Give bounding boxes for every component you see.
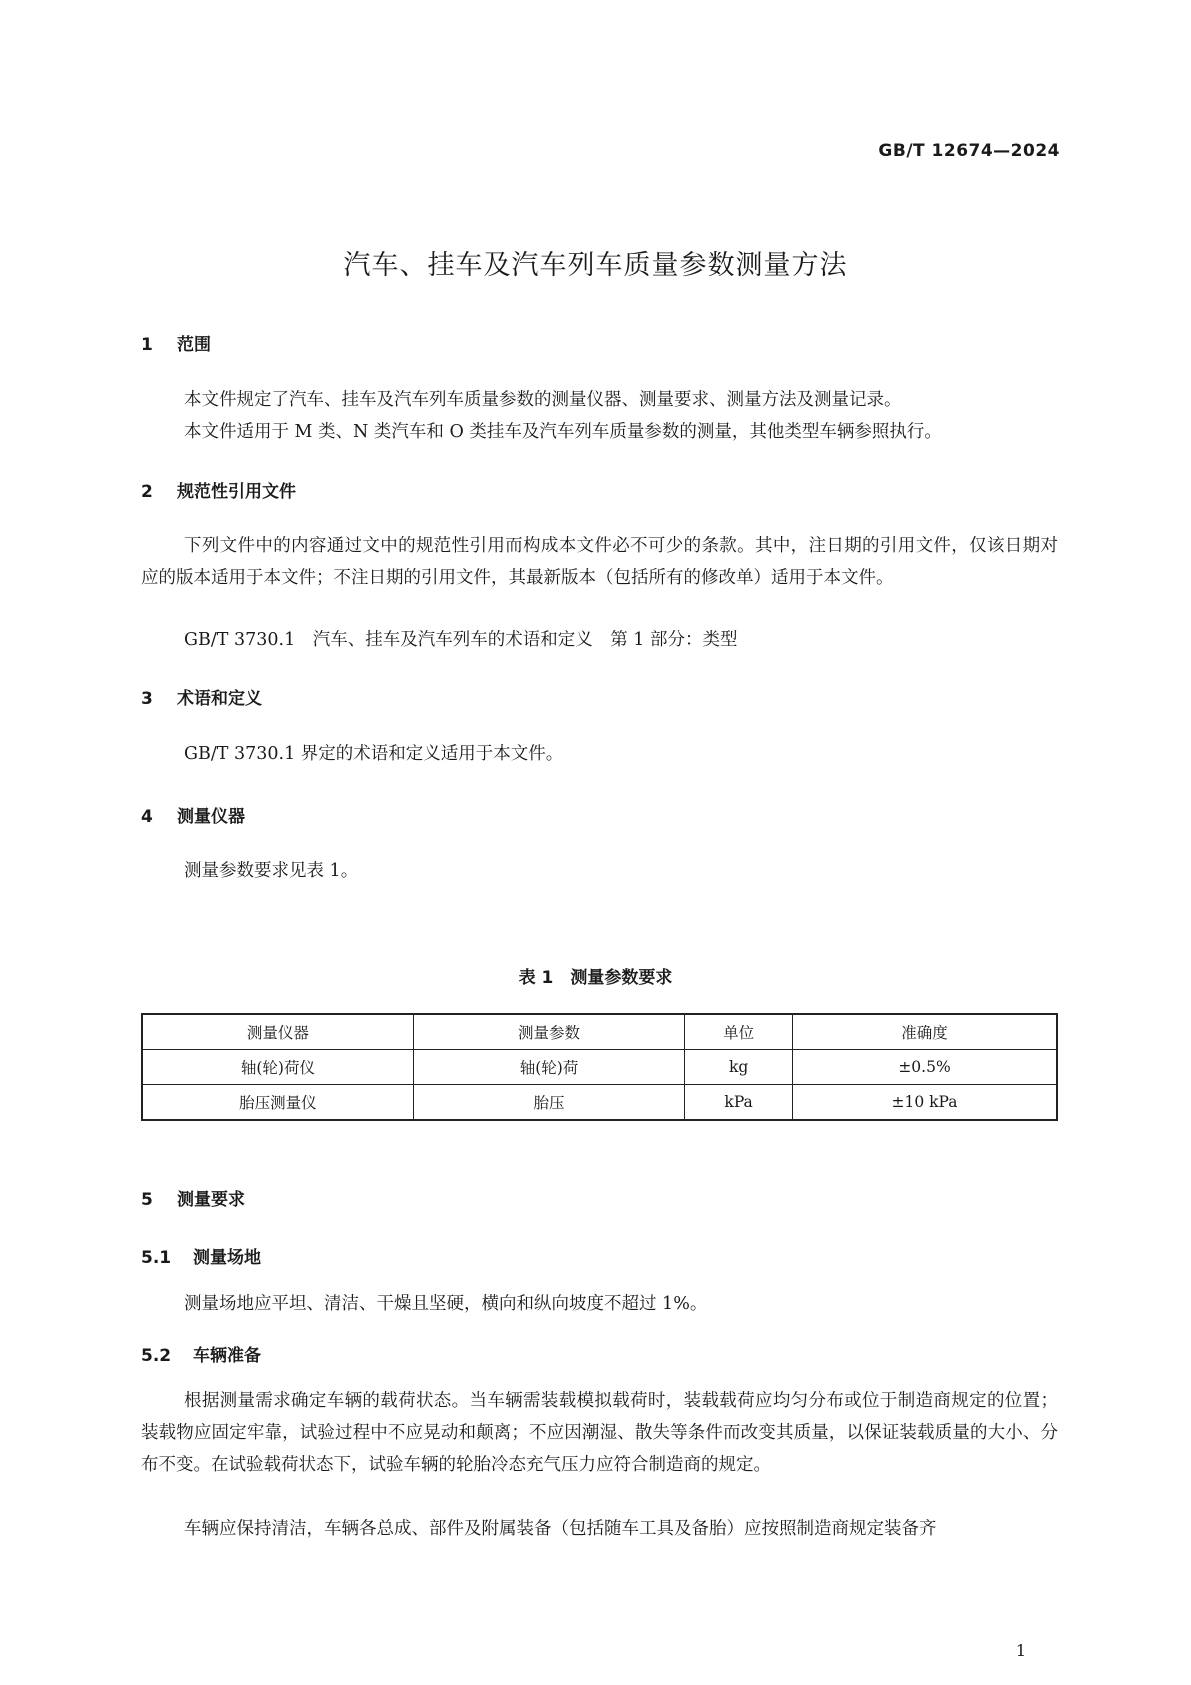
section-title: 规范性引用文件 (177, 482, 296, 502)
normative-reference: GB/T 3730.1 汽车、挂车及汽车列车的术语和定义 第 1 部分：类型 (184, 630, 738, 650)
table-cell: ±10 kPa (793, 1085, 1057, 1121)
table-header-cell: 单位 (685, 1014, 793, 1050)
document-title: 汽车、挂车及汽车列车质量参数测量方法 (343, 250, 848, 281)
table-cell: kPa (685, 1085, 793, 1121)
table-cell: kg (685, 1050, 793, 1085)
section-number: 2 (141, 482, 153, 502)
section-5-2-paragraph-2: 车辆应保持清洁，车辆各总成、部件及附属装备（包括随车工具及备胎）应按照制造商规定装备齐 (184, 1519, 937, 1539)
section-number: 1 (141, 335, 153, 355)
section-5-heading (141, 1185, 245, 1210)
section-number: 5 (141, 1190, 153, 1210)
section-2-heading (141, 477, 296, 502)
section-3-paragraph: GB/T 3730.1 界定的术语和定义适用于本文件。 (184, 744, 564, 764)
section-1-paragraph-1: 本文件规定了汽车、挂车及汽车列车质量参数的测量仪器、测量要求、测量方法及测量记录。 (184, 390, 902, 410)
table-cell: 胎压 (413, 1085, 684, 1121)
page-number: 1 (1015, 1641, 1026, 1660)
table-cell: 轴(轮)荷仪 (142, 1050, 413, 1085)
table-cell: 轴(轮)荷 (413, 1050, 684, 1085)
section-5-1-paragraph: 测量场地应平坦、清洁、干燥且坚硬，横向和纵向坡度不超过 1%。 (184, 1294, 708, 1314)
section-3-heading (141, 684, 262, 709)
section-title: 车辆准备 (193, 1346, 261, 1366)
standard-number: GB/T 12674—2024 (878, 141, 1060, 161)
section-5-2-heading (141, 1341, 261, 1366)
measurement-parameter-table (141, 1013, 1058, 1121)
table-row (142, 1085, 1057, 1121)
section-number: 5.1 (141, 1248, 172, 1268)
table-header-cell: 测量仪器 (142, 1014, 413, 1050)
table-header-cell: 测量参数 (413, 1014, 684, 1050)
section-5-2-paragraph-1: 根据测量需求确定车辆的载荷状态。当车辆需装载模拟载荷时，装载载荷应均匀分布或位于制造商规定的位置；装载物应固定牢靠，试验过程中不应晃动和颠离；不应因潮湿、散失等条件而改变其质量，以保证装载质量的大小、分布不变。在试验载荷状态下，试验车辆的轮胎冷态充气压力应符合制造商的规定。 (141, 1391, 1058, 1475)
table-caption: 表 1 测量参数要求 (518, 968, 673, 988)
section-title: 测量要求 (177, 1190, 245, 1210)
section-number: 3 (141, 689, 153, 709)
section-4-heading (141, 802, 245, 827)
section-4-paragraph: 测量参数要求见表 1。 (184, 861, 359, 881)
table-header-cell: 准确度 (793, 1014, 1057, 1050)
section-title: 范围 (177, 335, 211, 355)
section-title: 术语和定义 (177, 689, 262, 709)
section-2-paragraph: 下列文件中的内容通过文中的规范性引用而构成本文件必不可少的条款。其中，注日期的引用文件，仅该日期对应的版本适用于本文件；不注日期的引用文件，其最新版本（包括所有的修改单）适用于本文件。 (141, 536, 1058, 588)
table-row (142, 1050, 1057, 1085)
section-title: 测量仪器 (177, 807, 245, 827)
section-1-paragraph-2: 本文件适用于 M 类、N 类汽车和 O 类挂车及汽车列车质量参数的测量，其他类型车辆参照执行。 (184, 422, 942, 442)
table-cell: ±0.5% (793, 1050, 1057, 1085)
section-title: 测量场地 (193, 1248, 261, 1268)
section-number: 4 (141, 807, 153, 827)
table-header-row (142, 1014, 1057, 1050)
section-number: 5.2 (141, 1346, 172, 1366)
section-1-heading (141, 330, 211, 355)
table-cell: 胎压测量仪 (142, 1085, 413, 1121)
section-5-1-heading (141, 1243, 261, 1268)
